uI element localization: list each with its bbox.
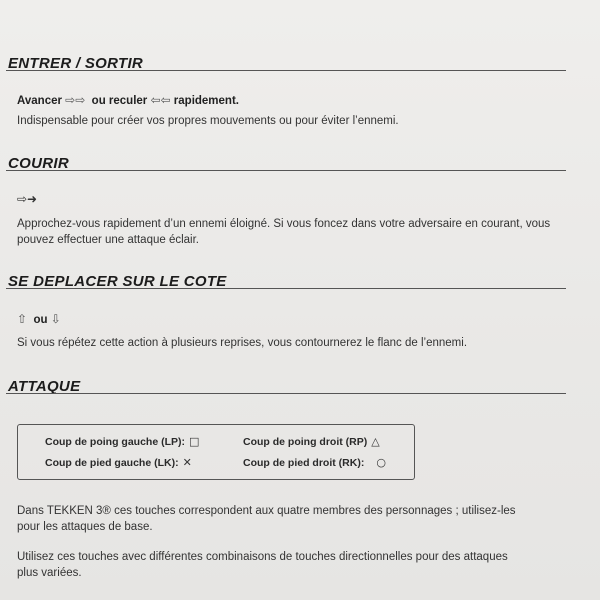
run-arrows-icon: ⇨➜ [17, 192, 38, 206]
entrer-sortir-command [17, 92, 577, 109]
deplacer-command [17, 311, 577, 328]
attaque-para1-line1: Dans TEKKEN 3® ces touches correspondent aux quatre membres des personnages ; utilisez-les [17, 505, 516, 517]
cross-button-icon: ✕ [182, 456, 192, 469]
courir-description-2: pouvez effectuer une attaque éclair. [17, 234, 200, 246]
section-title: ENTRER / SORTIR [8, 55, 144, 72]
section-heading [0, 273, 600, 291]
section-title: SE DEPLACER SUR LE COTE [8, 273, 227, 290]
command-text: rapidement. [173, 95, 239, 107]
control-label: Coup de poing gauche (LP): [45, 436, 185, 448]
control-lp [45, 435, 199, 449]
section-attaque [0, 378, 600, 396]
courir-command [17, 191, 577, 208]
up-arrow-icon: ⇧ [17, 312, 28, 326]
down-arrow-icon: ⇩ [50, 312, 61, 326]
circle-button-icon: ○ [376, 456, 386, 469]
deplacer-description: Si vous répétez cette action à plusieurs reprises, vous contournerez le flanc de l’ennemi. [17, 337, 468, 349]
section-heading [0, 378, 600, 396]
back-arrows-icon: ⇦⇦ [150, 93, 171, 107]
section-heading [0, 55, 600, 73]
heading-rule [6, 393, 566, 394]
entrer-sortir-description: Indispensable pour créer vos propres mouvements ou pour éviter l’ennemi. [17, 115, 399, 127]
triangle-button-icon: △ [371, 435, 380, 448]
control-rk [243, 456, 386, 470]
section-courir [0, 155, 600, 173]
heading-rule [6, 288, 566, 289]
section-title: COURIR [8, 155, 69, 172]
attaque-para1-line2: pour les attaques de base. [17, 521, 153, 533]
section-entrer-sortir [0, 55, 600, 73]
attaque-para2-line2: plus variées. [17, 567, 82, 579]
controls-box [17, 424, 415, 480]
attaque-para2-line1: Utilisez ces touches avec différentes combinaisons de touches directionnelles pour des attaques [17, 551, 508, 563]
control-lk [45, 456, 192, 470]
or-text: ou [33, 314, 48, 326]
forward-arrows-icon: ⇨⇨ [65, 93, 86, 107]
section-title: ATTAQUE [8, 378, 81, 395]
command-text: Avancer [17, 95, 62, 107]
courir-description-1: Approchez-vous rapidement d’un ennemi éloigné. Si vous foncez dans votre adversaire en courant, vous [17, 218, 551, 230]
heading-rule [6, 170, 566, 171]
heading-rule [6, 70, 566, 71]
control-label: Coup de pied gauche (LK): [45, 457, 179, 469]
square-button-icon: □ [189, 435, 200, 448]
section-heading [0, 155, 600, 173]
control-rp [243, 435, 380, 449]
section-deplacer [0, 273, 600, 291]
control-label: Coup de poing droit (RP) [243, 436, 368, 448]
command-text: ou reculer [91, 95, 148, 107]
control-label: Coup de pied droit (RK): [243, 457, 365, 469]
